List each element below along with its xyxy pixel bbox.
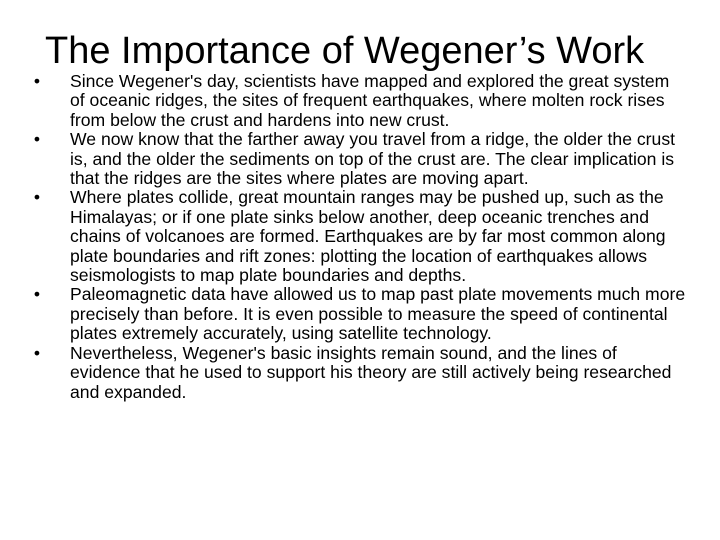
bullet-item: [26, 285, 686, 343]
bullet-item: [26, 130, 686, 188]
bullet-marker: •: [33, 342, 41, 363]
bullet-item: [26, 188, 686, 285]
bullet-marker: •: [33, 71, 41, 91]
bullet-item: [26, 72, 686, 130]
bullet-text: Nevertheless, Wegener's basic insights remain sound, and the lines of evidence that he used to support his theory are still actively being researched and expanded.: [70, 342, 672, 402]
bullet-text: Paleomagnetic data have allowed us to map past plate movements much more precisely than before. It is even possible to measure the speed of continental plates extremely accurately, using satellite technology.: [70, 284, 686, 344]
bullet-list: [26, 72, 686, 402]
bullet-text: Where plates collide, great mountain ranges may be pushed up, such as the Himalayas; or if one plate sinks below another, deep oceanic trenches and chains of volcanoes are formed. Earthquakes are by far most common along plate boundaries and rift zones: plotting the location of earthquakes allows seismologists to map plate boundaries and depths.: [70, 187, 666, 286]
bullet-marker: •: [33, 129, 41, 150]
bullet-marker: •: [33, 187, 41, 208]
bullet-marker: •: [33, 284, 41, 305]
bullet-text: Since Wegener's day, scientists have mapped and explored the great system of oceanic ridges, the sites of frequent earthquakes, where molten rock rises from below the crust and hardens into new crust.: [70, 71, 670, 130]
bullet-item: [26, 344, 686, 402]
slide-title: The Importance of Wegener’s Work: [45, 30, 645, 72]
bullet-text: We now know that the farther away you travel from a ridge, the older the crust is, and the older the sediments on top of the crust are. The clear implication is that the ridges are the sites where plates are moving apart.: [70, 129, 675, 189]
